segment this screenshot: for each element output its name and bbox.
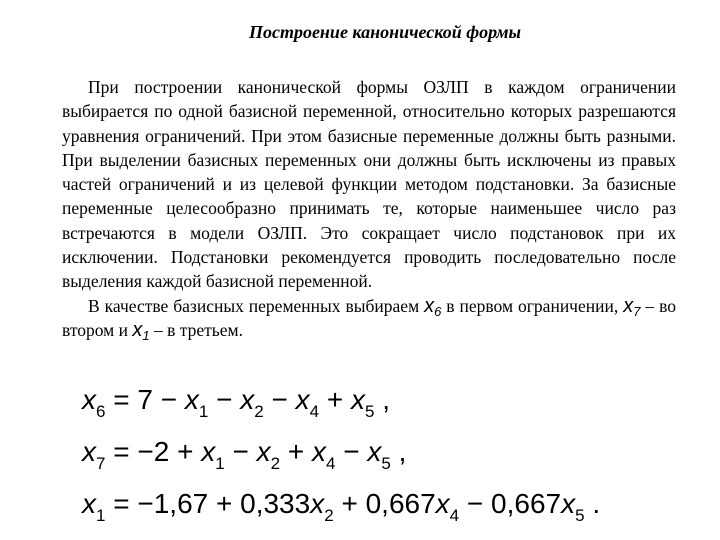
paragraph-2-part-2: в первом ограничении, — [441, 295, 624, 316]
paragraph-1: При построении канонической формы ОЗЛП в каждом ограничении выбирается по одной базисной переменной, относительно которых разрешаются уравнения ограничений. При этом базисные переменные должны быть разными. При выделении базисных переменных они должны быть исключены из правых частей ограничений и из целевой функции методом подстановки. За базисные переменные целесообразно принимать те, которые наименьшее число раз встречаются в модели ОЗЛП. Это сокращает число подстановок при их исключении. Подстановки рекомендуется проводить последовательно после выделения каждой базисной переменной. — [62, 77, 676, 292]
equation-block — [82, 374, 600, 530]
basis-variable-3: $x_1$ — [132, 318, 150, 343]
paragraph-2-part-4: – в третьем. — [149, 319, 243, 340]
equation-3: $x_1 = -1,67 + 0,333x_2 + 0,667x_4 - 0,667x_5$ . — [82, 488, 601, 525]
basis-variable-1: $x_6$ — [424, 294, 442, 319]
page-title: Построение канонической формы — [248, 22, 522, 42]
paragraph-2-part-3: – во втором и — [62, 295, 676, 340]
basis-variable-2: $x_7$ — [623, 294, 641, 319]
body-text — [62, 75, 676, 342]
equation-2: $x_7 = -2 + x_1 - x_2 + x_4 - x_5$ , — [82, 436, 407, 473]
equation-1: $x_6 = 7 - x_1 - x_2 - x_4 + x_5$ , — [82, 384, 391, 421]
paragraph-2-part-1: В качестве базисных переменных выбираем — [88, 295, 425, 316]
paragraph-2 — [62, 294, 676, 343]
